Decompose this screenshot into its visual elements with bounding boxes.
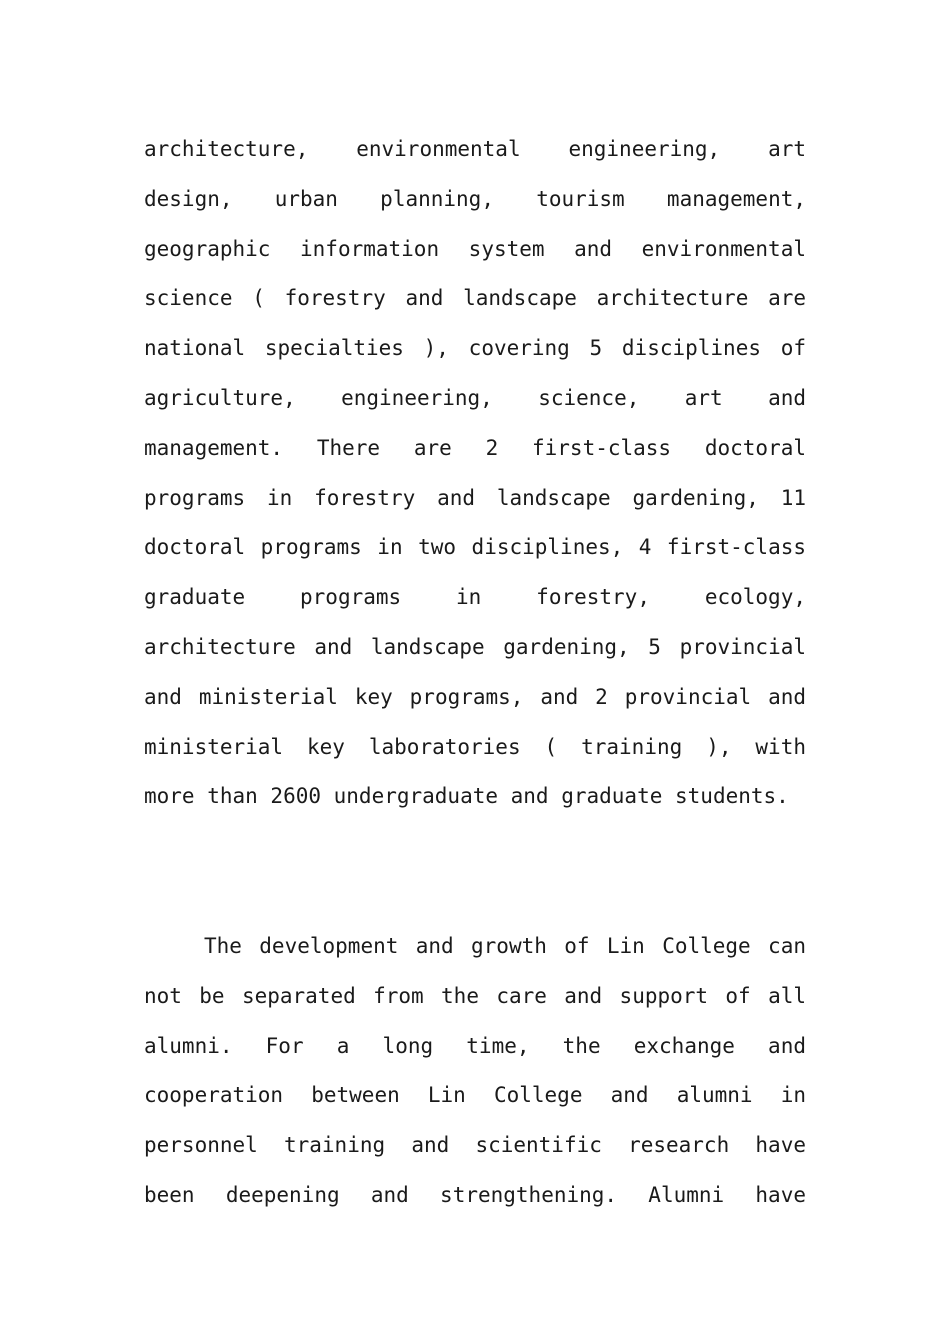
text-line: management. There are 2 first-class doctoral — [144, 435, 806, 460]
text-line: design, urban planning, tourism management, — [144, 186, 806, 211]
text-line: not be separated from the care and support of all — [144, 983, 806, 1008]
text-line: personnel training and scientific research have — [144, 1133, 806, 1158]
text-line: been deepening and strengthening. Alumni have — [144, 1182, 806, 1207]
text-line: geographic information system and environmental — [144, 236, 806, 261]
text-line: The development and growth of Lin College can — [204, 934, 806, 958]
text-line: cooperation between Lin College and alumni in — [144, 1083, 806, 1108]
text-line: architecture and landscape gardening, 5 provincial — [144, 634, 806, 659]
paragraph-alumni — [144, 922, 806, 1221]
text-line: architecture, environmental engineering, art — [144, 137, 806, 161]
text-line: doctoral programs in two disciplines, 4 first-class — [144, 535, 806, 560]
text-line: more than 2600 undergraduate and graduate students. — [144, 784, 789, 809]
text-line: graduate programs in forestry, ecology, — [144, 585, 806, 610]
text-line: national specialties ), covering 5 disciplines of — [144, 336, 806, 361]
text-line: and ministerial key programs, and 2 provincial and — [144, 684, 806, 709]
text-line: alumni. For a long time, the exchange and — [144, 1033, 806, 1058]
text-line: ministerial key laboratories ( training ), with — [144, 734, 806, 759]
paragraph-disciplines — [144, 125, 806, 822]
text-line: agriculture, engineering, science, art and — [144, 385, 806, 410]
text-line: science ( forestry and landscape architecture are — [144, 286, 806, 311]
text-line: programs in forestry and landscape gardening, 11 — [144, 485, 806, 510]
